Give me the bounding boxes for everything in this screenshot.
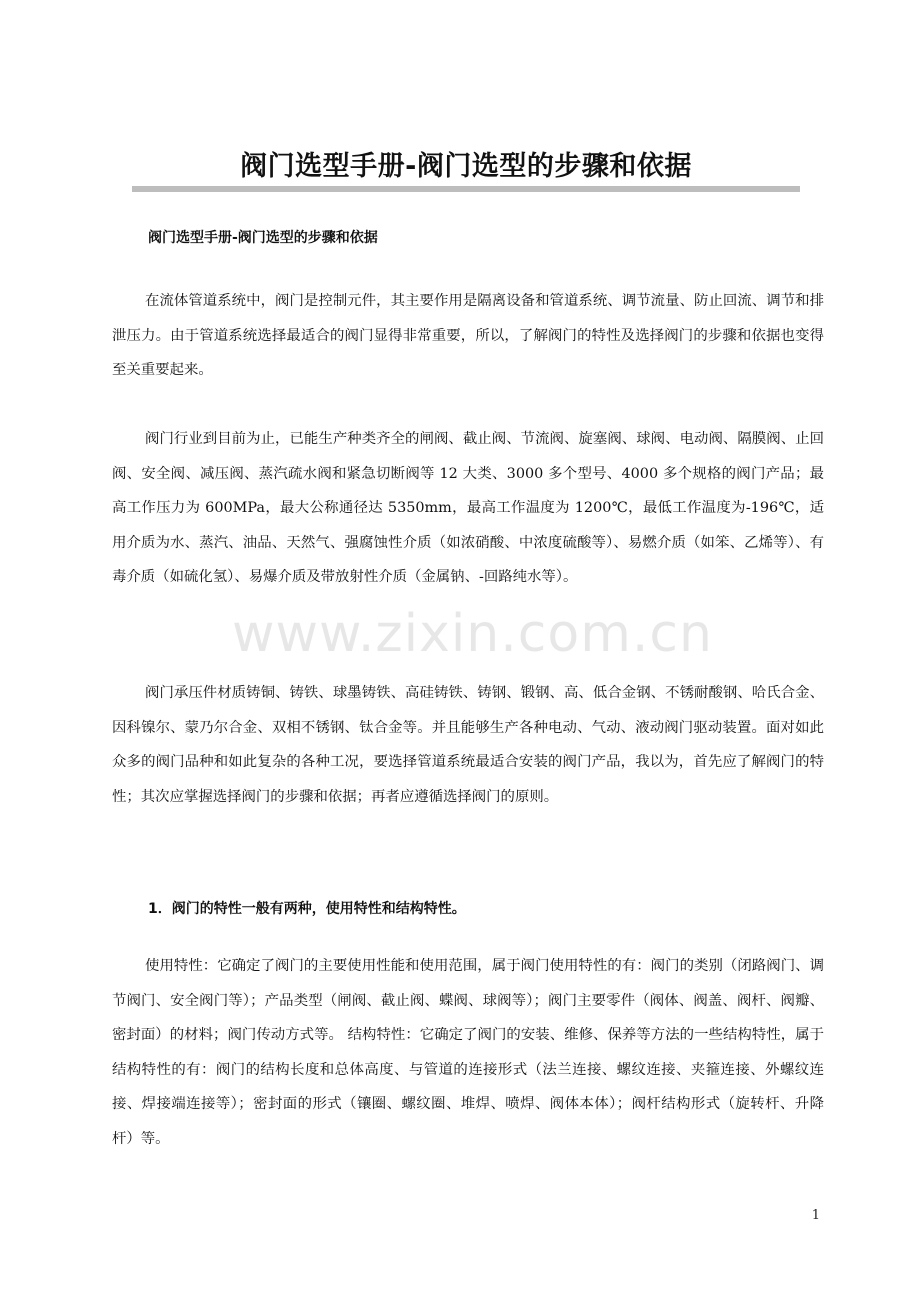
paragraph-intro: 在流体管道系统中，阀门是控制元件，其主要作用是隔离设备和管道系统、调节流量、防止回流、调节和排泄压力。由于管道系统选择最适合的阀门显得非常重要，所以，了解阀门的特性及选择阀门的步骤和依据也变得至关重要起来。 xyxy=(112,293,824,378)
section-heading-1: 1．阀门的特性一般有两种，使用特性和结构特性。 xyxy=(148,901,466,917)
paragraph-characteristics: 使用特性：它确定了阀门的主要使用性能和使用范围，属于阀门使用特性的有：阀门的类别（闭路阀门、调节阀门、安全阀门等）；产品类型（闸阀、截止阀、蝶阀、球阀等）；阀门主要零件（阀体、阀盖、阀杆、阀瓣、密封面）的材料；阀门传动方式等。 结构特性：它确定了阀门的安装、维修、保养等方法的一些结构特性，属于结构特性的有：阀门的结构长度和总体高度、与管道的连接形式（法兰连接、螺纹连接、夹箍连接、外螺纹连接、焊接端连接等）；密封面的形式（镶圈、螺纹圈、堆焊、喷焊、阀体本体）；阀杆结构形式（旋转杆、升降杆）等。 xyxy=(112,958,824,1147)
page-number: 1 xyxy=(811,1208,820,1223)
watermark-text: www.zixin.com.cn xyxy=(232,604,713,664)
paragraph-valve-types: 阀门行业到目前为止，已能生产种类齐全的闸阀、截止阀、节流阀、旋塞阀、球阀、电动阀、隔膜阀、止回阀、安全阀、减压阀、蒸汽疏水阀和紧急切断阀等 12 大类、3000 多个型号、4000 多个规格的阀门产品；最高工作压力为 600MPa，最大公称通径达 5350mm，最高工作温度为 1200℃，最低工作温度为-196℃，适用介质为水、蒸汽、油品、天然气、强腐蚀性介质（如浓硝酸、中浓度硫酸等）、易燃介质（如笨、乙烯等）、有毒介质（如硫化氢）、易爆介质及带放射性介质（金属钠、-回路纯水等）。 xyxy=(112,431,824,585)
paragraph-materials: 阀门承压件材质铸铜、铸铁、球墨铸铁、高硅铸铁、铸钢、锻钢、高、低合金钢、不锈耐酸钢、哈氏合金、因科镍尔、蒙乃尔合金、双相不锈钢、钛合金等。并且能够生产各种电动、气动、液动阀门驱动装置。面对如此众多的阀门品种和如此复杂的各种工况，要选择管道系统最适合安装的阀门产品，我以为，首先应了解阀门的特性；其次应掌握选择阀门的步骤和依据；再者应遵循选择阀门的原则。 xyxy=(112,685,824,805)
title-underline xyxy=(132,186,800,192)
document-subtitle: 阀门选型手册-阀门选型的步骤和依据 xyxy=(148,230,378,246)
page-title: 阀门选型手册-阀门选型的步骤和依据 xyxy=(240,151,692,182)
